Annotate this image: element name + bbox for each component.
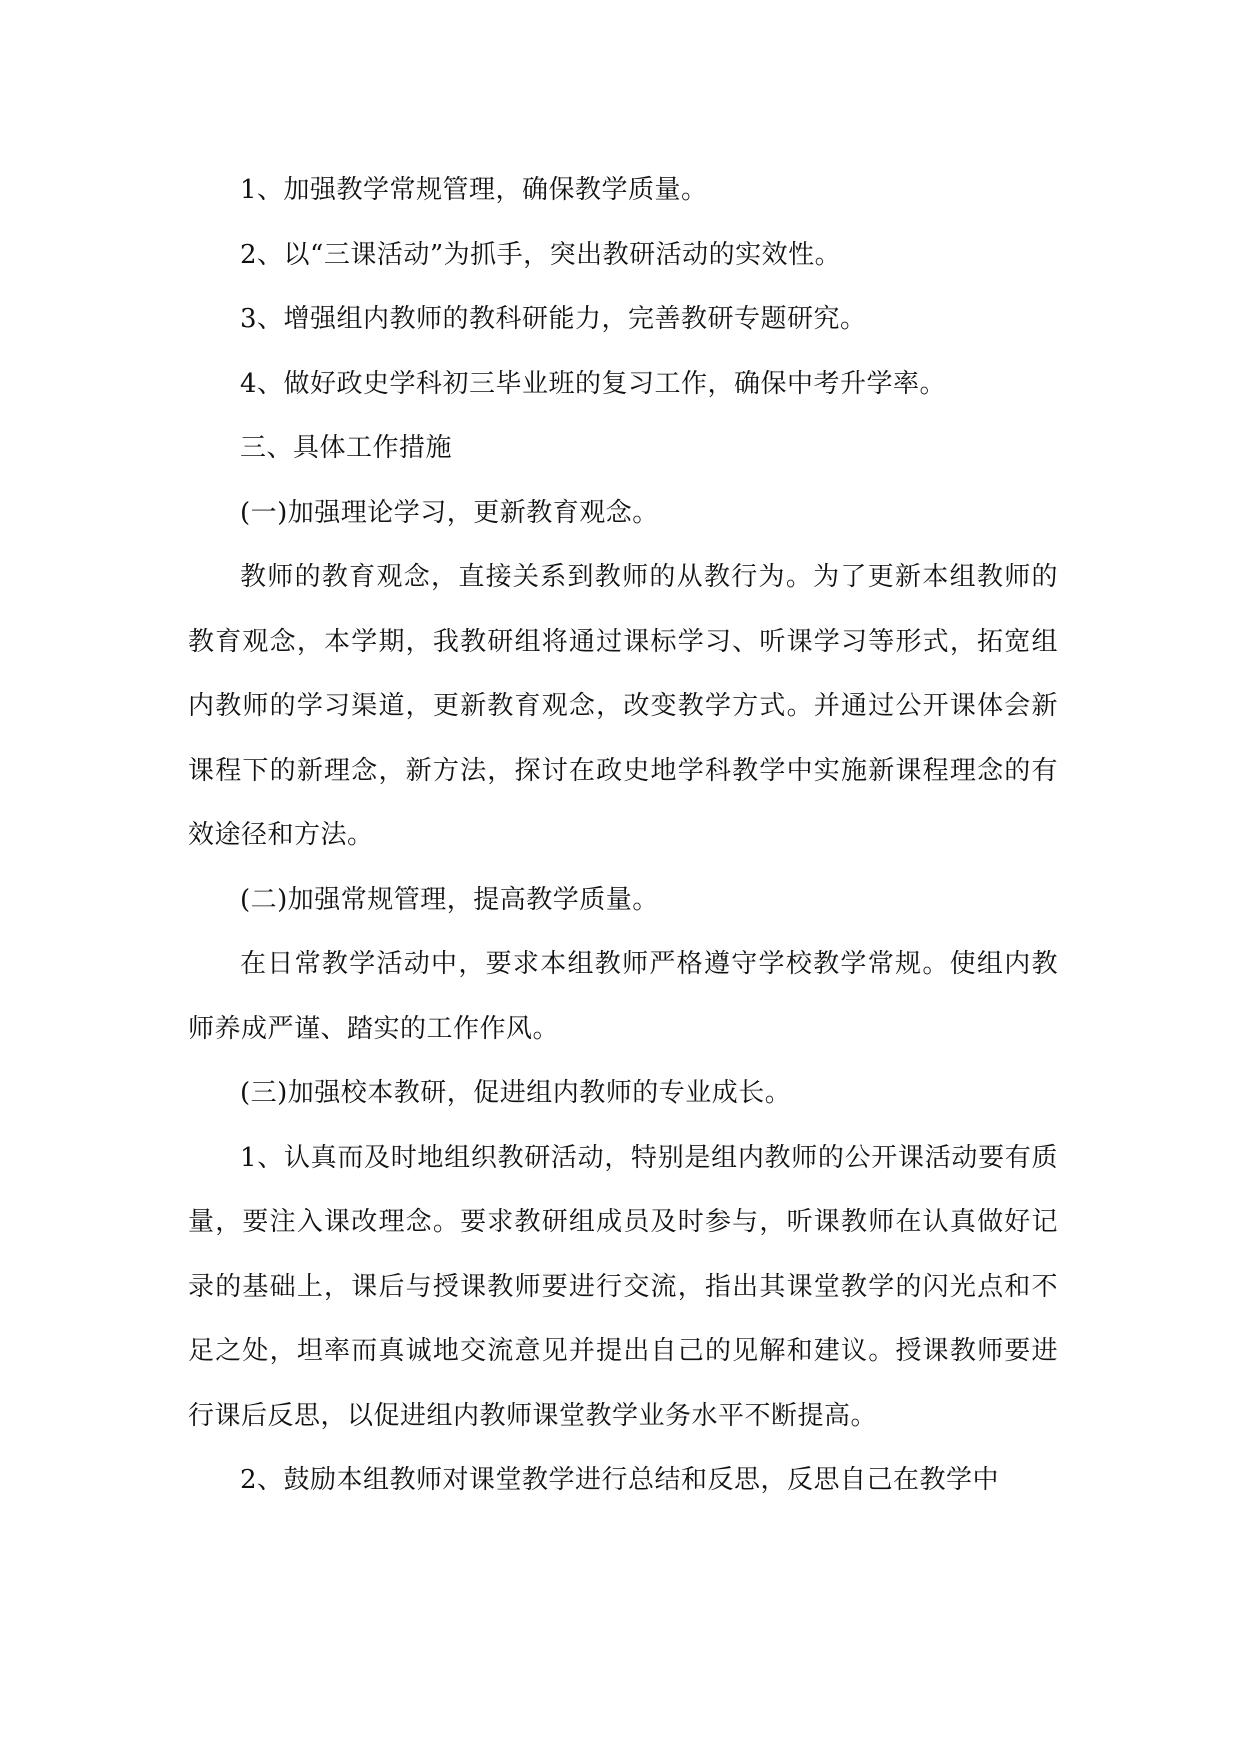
section-heading: 三、具体工作措施 [240, 433, 453, 463]
goal-item-1: 1、加强教学常规管理，确保教学质量。 [240, 175, 708, 205]
goal-item-3: 3、增强组内教师的教科研能力，完善教研专题研究。 [240, 304, 867, 334]
document-body [188, 158, 1058, 1513]
measure-item-2: 2、鼓励本组教师对课堂教学进行总结和反思，反思自己在教学中 [240, 1465, 1000, 1495]
goal-item-2: 2、以“三课活动”为抓手，突出教研活动的实效性。 [240, 239, 842, 270]
subsection-heading-2: (二)加强常规管理，提高教学质量。 [240, 884, 659, 915]
measure-item-1: 1、认真而及时地组织教研活动，特别是组内教师的公开课活动要有质量，要注入课改理念。要求教研组成员及时参与，听课教师在认真做好记录的基础上，课后与授课教师要进行交流，指出其课堂教学的闪光点和不足之处，坦率而真诚地交流意见并提出自己的见解和建议。授课教师要进行课后反思，以促进组内教师课堂教学业务水平不断提高。 [188, 1142, 1058, 1431]
subsection-heading-1: (一)加强理论学习，更新教育观念。 [240, 497, 659, 528]
goal-item-4: 4、做好政史学科初三毕业班的复习工作，确保中考升学率。 [240, 368, 947, 399]
body-paragraph-1: 教师的教育观念，直接关系到教师的从教行为。为了更新本组教师的教育观念，本学期，我教研组将通过课标学习、听课学习等形式，拓宽组内教师的学习渠道，更新教育观念，改变教学方式。并通过公开课体会新课程下的新理念，新方法，探讨在政史地学科教学中实施新课程理念的有效途径和方法。 [188, 562, 1058, 850]
body-paragraph-2: 在日常教学活动中，要求本组教师严格遵守学校教学常规。使组内教师养成严谨、踏实的工作作风。 [188, 949, 1058, 1044]
subsection-heading-3: (三)加强校本教研，促进组内教师的专业成长。 [240, 1078, 792, 1108]
